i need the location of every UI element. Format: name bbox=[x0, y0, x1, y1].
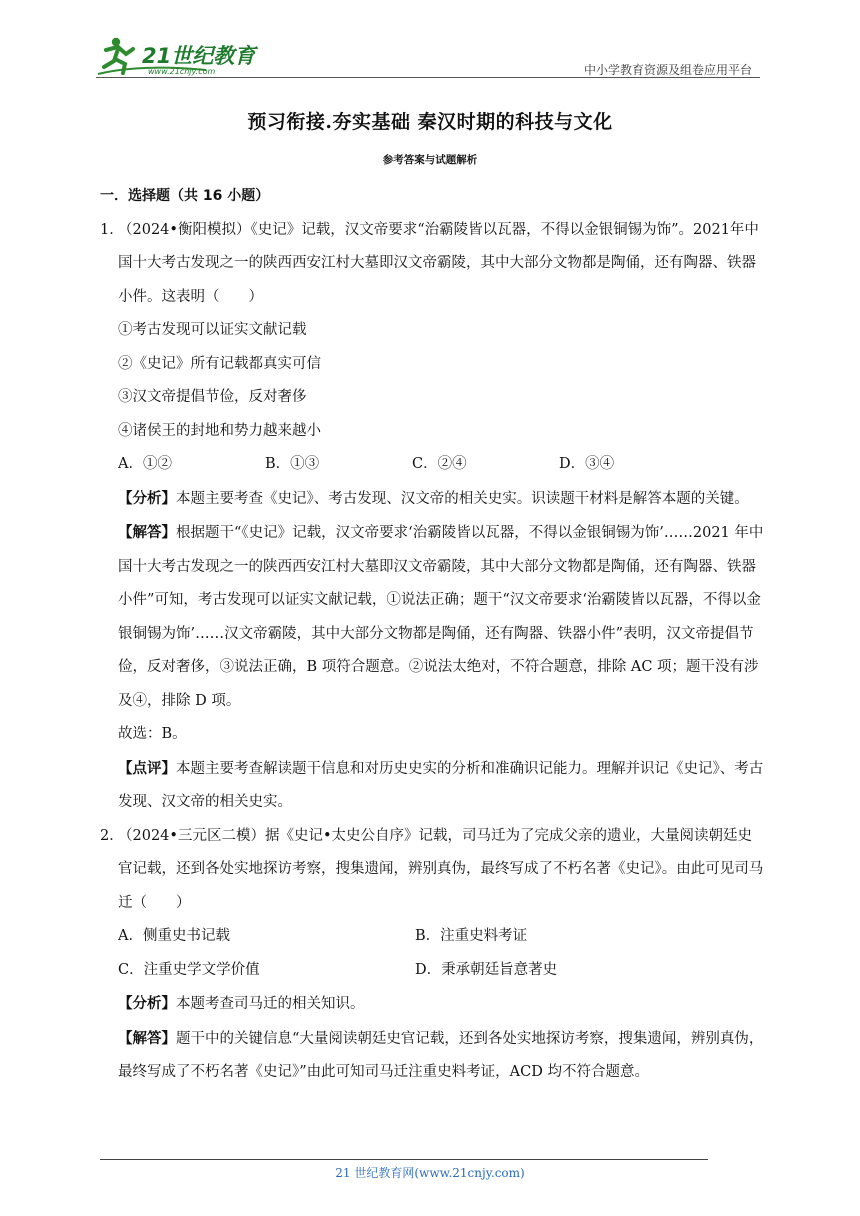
platform-name: 中小学教育资源及组卷应用平台 bbox=[583, 63, 752, 77]
analysis-tag: 【分析】 bbox=[118, 995, 176, 1012]
page-title: 预习衔接.夯实基础 秦汉时期的科技与文化 bbox=[247, 111, 613, 133]
question-2-stem bbox=[100, 820, 765, 921]
option-c: C．注重史学文学价值 bbox=[118, 961, 260, 978]
comment-paragraph bbox=[100, 752, 765, 820]
site-logo bbox=[96, 34, 266, 76]
option-c: C．②④ bbox=[412, 456, 467, 472]
answer-paragraph bbox=[100, 516, 765, 718]
option-b: B．注重史料考证 bbox=[415, 928, 528, 944]
answer-options-row-1 bbox=[100, 920, 765, 954]
question-text: （2024•衡阳模拟）《史记》记载，汉文帝要求“治霸陵皆以瓦器，不得以金银铜锡为饰”。2021年中国十大考古发现之一的陕西西安江村大墓即汉文帝霸陵，其中大部分文物都是陶俑，还有陶器、铁器小件。这表明（ ） bbox=[118, 221, 759, 305]
final-choice: 故选：B。 bbox=[118, 726, 187, 742]
option-a: A．①② bbox=[118, 456, 172, 472]
answer-options bbox=[100, 448, 765, 482]
analysis-paragraph bbox=[100, 482, 765, 517]
question-1-stem bbox=[100, 214, 765, 315]
comment-tag: 【点评】 bbox=[118, 759, 176, 777]
header-divider bbox=[96, 77, 760, 78]
svg-text:www.21cnjy.com: www.21cnjy.com bbox=[148, 67, 216, 76]
answer-tag: 【解答】 bbox=[118, 524, 176, 541]
question-number: 1． bbox=[100, 221, 124, 238]
analysis-text: 本题考查司马迁的相关知识。 bbox=[176, 996, 365, 1012]
page-header bbox=[96, 30, 760, 78]
analysis-tag: 【分析】 bbox=[118, 489, 176, 507]
answer-paragraph bbox=[100, 1022, 765, 1090]
option-b: B．①③ bbox=[265, 456, 320, 472]
analysis-text: 本题主要考查《史记》、考古发现、汉文帝的相关史实。识读题干材料是解答本题的关键。 bbox=[176, 490, 749, 507]
answer-text: 题干中的关键信息“大量阅读朝廷史官记载，还到各处实地探访考察，搜集遗闻，辨别真伪，最终写成了不朽名著《史记》”由此可知司马迁注重史料考证，ACD 均不符合题意。 bbox=[118, 1030, 764, 1080]
option-d: D．③④ bbox=[559, 456, 615, 472]
option-d: D．秉承朝廷旨意著史 bbox=[415, 961, 558, 978]
option-a: A．侧重史书记载 bbox=[118, 928, 230, 944]
statement-item: ④诸侯王的封地和势力越来越小 bbox=[118, 422, 321, 439]
section-heading: 一．选择题（共 16 小题） bbox=[100, 188, 270, 204]
page-subtitle: 参考答案与试题解析 bbox=[382, 154, 478, 166]
question-text: （2024•三元区二模）据《史记•太史公自序》记载，司马迁为了完成父亲的遗业，大量阅读朝廷史官记载，还到各处实地探访考察，搜集遗闻，辨别真伪，最终写成了不朽名著《史记》。由此可见司马迁（ ） bbox=[118, 827, 764, 911]
statement-item: ①考古发现可以证实文献记载 bbox=[118, 322, 307, 338]
svg-text:21世纪教育: 21世纪教育 bbox=[142, 44, 256, 68]
statement-item: ③汉文帝提倡节俭，反对奢侈 bbox=[118, 389, 307, 405]
statement-item: ②《史记》所有记载都真实可信 bbox=[118, 355, 321, 372]
analysis-paragraph bbox=[100, 987, 765, 1022]
comment-text: 本题主要考查解读题干信息和对历史史实的分析和准确识记能力。理解并识记《史记》、考古发现、汉文帝的相关史实。 bbox=[118, 760, 764, 810]
answer-options-row-2 bbox=[100, 954, 765, 988]
answer-tag: 【解答】 bbox=[118, 1029, 176, 1047]
question-number: 2． bbox=[100, 827, 124, 844]
document-body bbox=[100, 180, 765, 1090]
footer-link[interactable]: 21 世纪教育网(www.21cnjy.com) bbox=[335, 1166, 525, 1180]
footer-divider bbox=[100, 1159, 708, 1160]
answer-text: 根据题干“《史记》记载，汉文帝要求‘治霸陵皆以瓦器，不得以金银铜锡为饰’……2021 年中国十大考古发现之一的陕西西安江村大墓即汉文帝霸陵，其中大部分文物都是陶俑，还有陶器、铁器小件”可知，考古发现可以证实文献记载，①说法正确；题干“汉文帝要求‘治霸陵皆以瓦器，不得以金银铜锡为饰’……汉文帝霸陵，其中大部分文物都是陶俑，还有陶器、铁器小件”表明，汉文帝提倡节俭，反对奢侈，③说法正确，B 项符合题意。②说法太绝对，不符合题意，排除 AC 项；题干没有涉及④，排除 D 项。 bbox=[118, 525, 764, 709]
